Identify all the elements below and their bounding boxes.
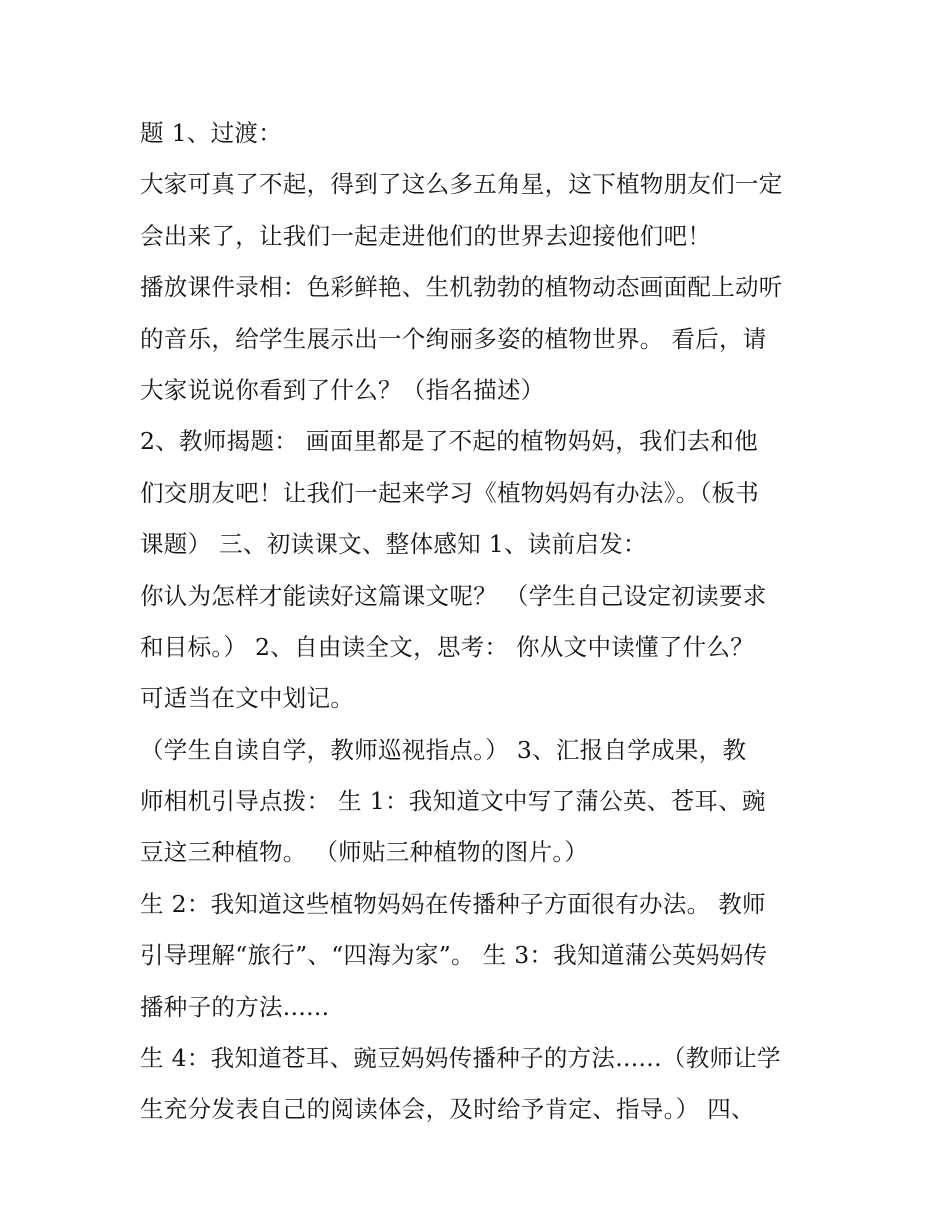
text-line: 会出来了，让我们一起走进他们的世界去迎接他们吧！: [140, 221, 712, 250]
text-line: 题 1、过渡：: [140, 119, 283, 147]
text-line: 的音乐，给学生展示出一个绚丽多姿的植物世界。 看后，请: [140, 324, 767, 353]
text-line: 生充分发表自己的阅读体会，及时给予肯定、指导。） 四、: [140, 1095, 755, 1124]
text-line: 大家说说你看到了什么？（指名描述）: [140, 375, 545, 404]
text-line: 可适当在文中划记。: [140, 684, 355, 713]
text-line: 2、教师揭题： 画面里都是了不起的植物妈妈，我们去和他: [140, 427, 759, 456]
text-line: （学生自读自学，教师巡视指点。） 3、汇报自学成果，教: [140, 735, 747, 764]
text-line: 课题） 三、初读课文、整体感知 1、读前启发：: [140, 530, 647, 559]
text-line: 和目标。） 2、自由读全文，思考： 你从文中读懂了什么？: [140, 632, 755, 661]
text-line: 生 4：我知道苍耳、豌豆妈妈传播种子的方法......（教师让学: [140, 1044, 781, 1073]
text-line: 大家可真了不起，得到了这么多五角星，这下植物朋友们一定: [140, 170, 783, 199]
text-line: 播种子的方法......: [140, 992, 330, 1021]
text-line: 生 2：我知道这些植物妈妈在传播种子方面很有办法。 教师: [140, 889, 766, 918]
text-line: 你认为怎样才能读好这篇课文呢？ （学生自己设定初读要求: [140, 581, 767, 610]
text-line: 师相机引导点拨： 生 1：我知道文中写了蒲公英、苍耳、豌: [140, 787, 766, 816]
text-line: 引导理解“旅行”、“四海为家”。 生 3：我知道蒲公英妈妈传: [140, 941, 768, 970]
text-line: 豆这三种植物。 （师贴三种植物的图片。）: [140, 838, 589, 867]
text-line: 播放课件录相：色彩鲜艳、生机勃勃的植物动态画面配上动听: [140, 273, 783, 302]
lesson-plan-text: [140, 108, 830, 1136]
text-line: 们交朋友吧！让我们一起来学习《植物妈妈有办法》。（板书: [140, 478, 760, 507]
